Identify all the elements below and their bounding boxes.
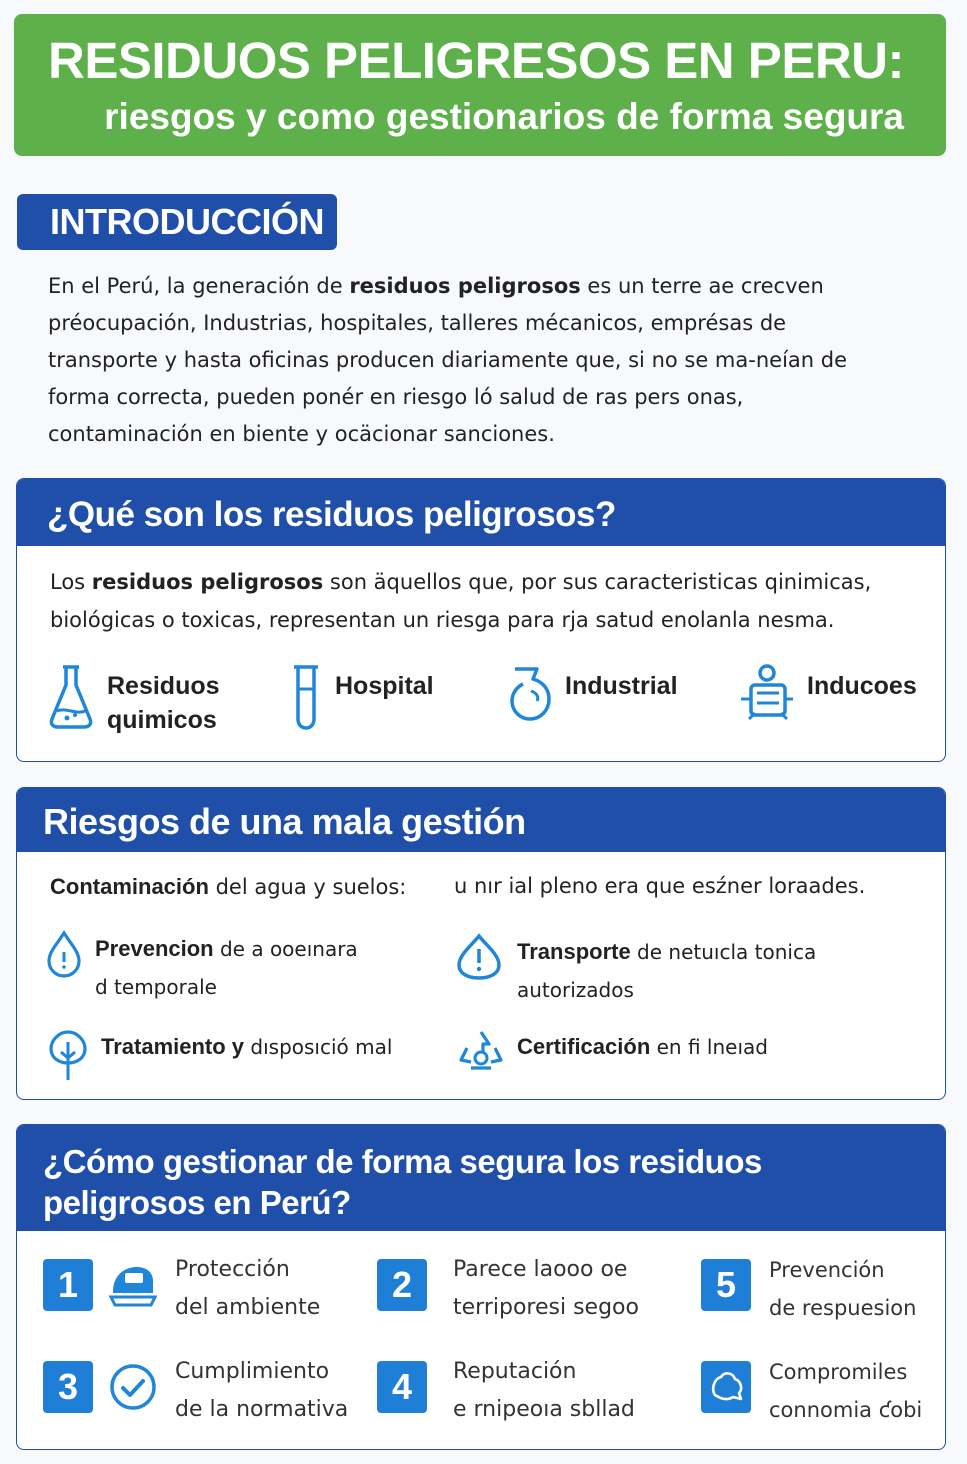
risk-item: Tratamiento y dısposıció mal (47, 1028, 457, 1082)
truck-icon (107, 1259, 159, 1311)
what-are-section (16, 478, 946, 762)
risk-item: Certificación en fi lneıad (457, 1028, 917, 1080)
chemical-drop-icon (509, 663, 553, 725)
page-title: RESIDUOS PELIGRESOS EN PERU: (48, 32, 904, 89)
water-drop-icon (45, 930, 83, 978)
step-item: 5 Prevención de respuesion (701, 1259, 941, 1327)
step-number: 1 (43, 1259, 93, 1311)
risk-summary-left: Contaminación del agua y suelos: (50, 874, 407, 899)
how-to-section (16, 1124, 946, 1450)
category-label: Hospital (335, 672, 434, 700)
step-number: 5 (701, 1259, 751, 1311)
warning-drop-icon (453, 933, 505, 981)
title-banner (14, 14, 946, 156)
step-item: Compromiles connomia ƈobi (701, 1361, 941, 1429)
test-tube-icon (289, 663, 323, 731)
step-item: 3 Cumplimiento de la normativa (43, 1361, 373, 1429)
risk-item: Transporte de netuıcla tonica autorizados (453, 933, 923, 1009)
step-number: 4 (377, 1361, 427, 1413)
step-number: 3 (43, 1361, 93, 1413)
category-label: Residuos quimicos (107, 672, 220, 734)
badge-icon (701, 1361, 751, 1413)
tree-icon (47, 1028, 89, 1082)
category-label: Industrial (565, 672, 678, 700)
risks-section (16, 787, 946, 1100)
step-item: 2 Parece laooo oe terriporesi segoo (377, 1259, 697, 1327)
step-item: 4 Reputación e rnipeoıa sbllad (377, 1361, 697, 1429)
intro-heading: INTRODUCCIÓN (17, 194, 337, 250)
how-to-heading: ¿Cómo gestionar de forma segura los residuos peligrosos en Perú? (17, 1125, 945, 1231)
flask-icon (47, 663, 95, 729)
what-are-paragraph: Los residuos peligrosos son äquellos que, por sus caracteristicas qinimicas, biológicas o toxicas, representan un riesga para rja satud enolanla nesma. (50, 570, 872, 632)
what-are-heading: ¿Qué son los residuos peligrosos? (17, 479, 945, 546)
category-chemical (47, 663, 257, 737)
risks-heading: Riesgos de una mala gestión (17, 788, 945, 852)
worker-icon (737, 663, 795, 725)
recycle-icon (457, 1028, 505, 1080)
category-industrial (509, 663, 719, 725)
category-hospital (289, 663, 489, 731)
intro-paragraph: En el Perú, la generación de residuos peligrosos es un terre ae crecven préocupación, Industrias, hospitales, talleres mécanicos, emprésas de transporte y hasta oficinas producen diariamente que, si no se ma-neían de forma correcta, pueden ponér en riesgo ló salud de ras pers onas, contaminación en biente y ocäcionar sanciones. (48, 274, 848, 446)
step-number: 2 (377, 1259, 427, 1311)
risk-summary-right: u nır ial plenо era que esźner loraades. (454, 874, 866, 898)
check-circle-icon (107, 1361, 159, 1413)
category-inducoes (737, 663, 937, 725)
risk-item: Prevencion de a ooeınara d temporale (45, 930, 445, 1006)
step-item: 1 Protección del ambiente (43, 1259, 373, 1327)
page-subtitle: riesgos y como gestionarios de forma segura (104, 96, 904, 137)
category-label: Inducoes (807, 672, 917, 700)
